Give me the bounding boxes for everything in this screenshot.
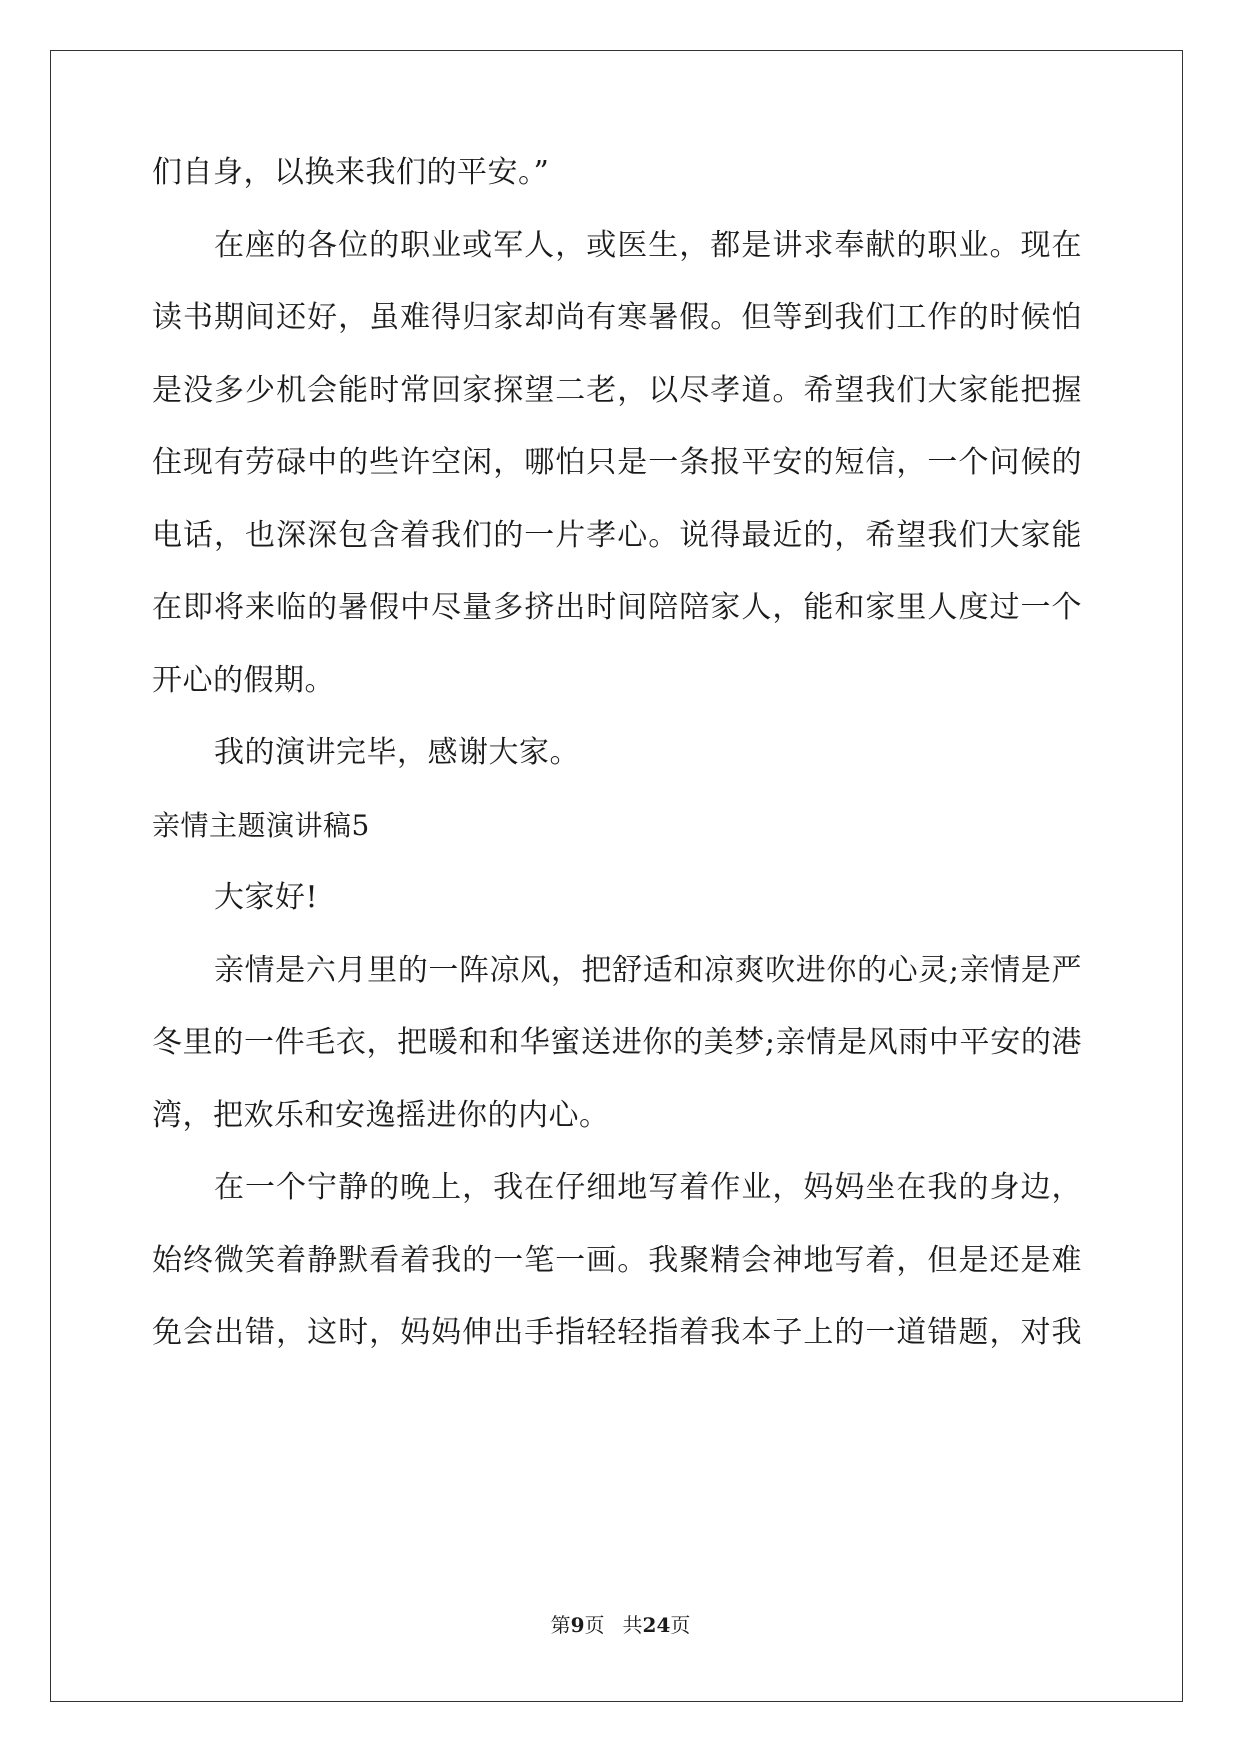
greeting-line: 大家好! bbox=[214, 880, 319, 915]
paragraph-line: 在座的各位的职业或军人，或医生，都是讲求奉献的职业。现在 bbox=[214, 228, 1082, 263]
paragraph-line: 们自身，以换来我们的平安。” bbox=[152, 155, 550, 190]
total-suffix: 页 bbox=[670, 1613, 691, 1637]
paragraph-line: 我的演讲完毕，感谢大家。 bbox=[214, 735, 580, 770]
page-suffix: 页 bbox=[584, 1613, 605, 1637]
paragraph-line: 住现有劳碌中的些许空闲，哪怕只是一条报平安的短信，一个问候的 bbox=[152, 445, 1082, 480]
paragraph-line: 始终微笑着静默看着我的一笔一画。我聚精会神地写着，但是还是难 bbox=[152, 1243, 1082, 1278]
paragraph-line: 免会出错，这时，妈妈伸出手指轻轻指着我本子上的一道错题，对我 bbox=[152, 1315, 1082, 1350]
paragraph-line: 冬里的一件毛衣，把暖和和华蜜送进你的美梦;亲情是风雨中平安的港 bbox=[152, 1025, 1082, 1060]
paragraph-line: 是没多少机会能时常回家探望二老，以尽孝道。希望我们大家能把握 bbox=[152, 373, 1082, 408]
total-pages: 24 bbox=[642, 1613, 671, 1637]
page-prefix: 第 bbox=[550, 1613, 571, 1637]
paragraph-line: 开心的假期。 bbox=[152, 663, 335, 698]
paragraph-line: 亲情是六月里的一阵凉风，把舒适和凉爽吹进你的心灵;亲情是严 bbox=[214, 953, 1082, 988]
paragraph-line: 读书期间还好，虽难得归家却尚有寒暑假。但等到我们工作的时候怕 bbox=[152, 300, 1082, 335]
paragraph-line: 电话，也深深包含着我们的一片孝心。说得最近的，希望我们大家能 bbox=[152, 518, 1082, 553]
paragraph-line: 湾，把欢乐和安逸摇进你的内心。 bbox=[152, 1098, 610, 1133]
paragraph-line: 在即将来临的暑假中尽量多挤出时间陪陪家人，能和家里人度过一个 bbox=[152, 590, 1082, 625]
section-heading: 亲情主题演讲稿5 bbox=[152, 809, 370, 842]
paragraph-line: 在一个宁静的晚上，我在仔细地写着作业，妈妈坐在我的身边， bbox=[214, 1170, 1082, 1205]
total-prefix: 共 bbox=[622, 1613, 643, 1637]
page-footer bbox=[0, 1612, 1241, 1638]
page-number: 9 bbox=[570, 1613, 585, 1637]
